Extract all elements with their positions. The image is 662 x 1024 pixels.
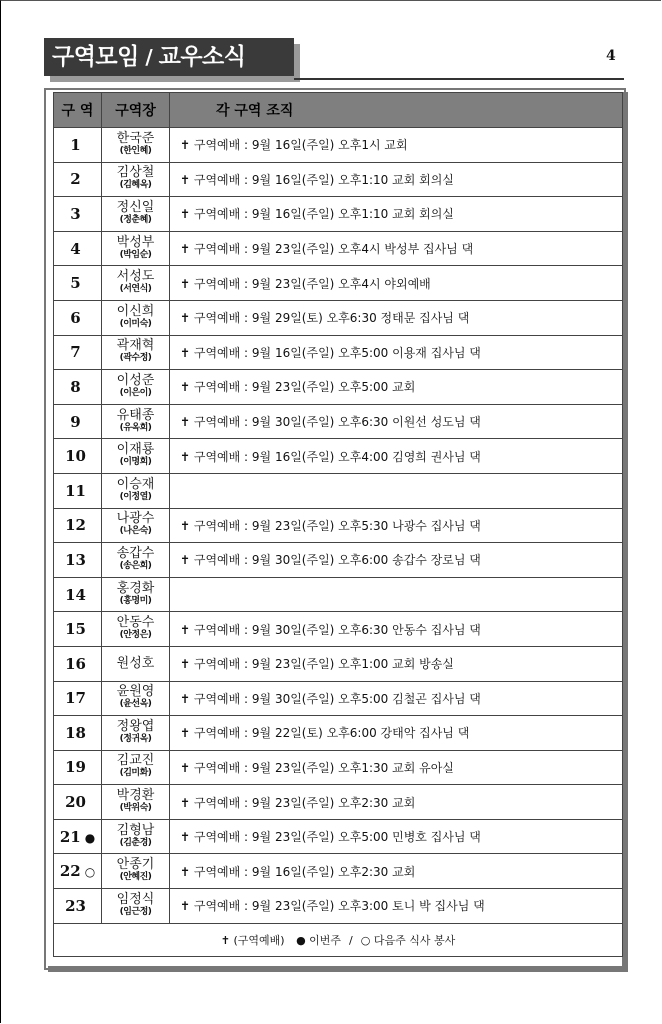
legend-cross: ✝ (구역예배) [220,933,285,947]
district-organization: ✝ 구역예배 : 9월 30일(주일) 오후5:00 김철곤 집사님 댁 [170,681,623,716]
leader-spouse: (윤선옥) [119,699,152,710]
district-leader [102,231,170,266]
leader-name: 이승재 [116,476,155,492]
district-leader [102,439,170,474]
table-row [54,404,623,439]
district-organization: ✝ 구역예배 : 9월 23일(주일) 오후4시 박성부 집사님 댁 [170,231,623,266]
table-row [54,370,623,405]
district-number [54,162,102,197]
leader-spouse: (김혜옥) [119,180,152,191]
district-leader [102,335,170,370]
district-leader [102,508,170,543]
leader-spouse: (이미숙) [119,318,152,329]
district-organization: ✝ 구역예배 : 9월 23일(주일) 오후5:00 민병호 집사님 댁 [170,819,623,854]
leader-name: 홍경화 [116,580,155,596]
leader-name: 이재룡 [116,442,155,458]
district-number-value: 18 [65,723,86,742]
district-leader [102,543,170,578]
district-number-value: 3 [70,204,81,223]
table-row [54,577,623,612]
leader-spouse: (한인혜) [119,145,152,156]
district-number-value: 21 [59,827,81,846]
district-number [54,404,102,439]
district-number [54,750,102,785]
district-number [54,508,102,543]
service-mark: ○ [84,865,96,880]
district-number [54,266,102,301]
district-number [54,819,102,854]
district-leader [102,819,170,854]
leader-spouse: (임근정) [119,906,152,917]
leader-spouse: (이정열) [119,491,152,502]
leader-spouse: (곽수정) [119,353,152,364]
leader-name: 이성준 [116,372,155,388]
table-row [54,750,623,785]
table-row [54,162,623,197]
leader-spouse: (유옥희) [119,422,152,433]
page-title [44,38,294,76]
district-number-value: 7 [70,343,81,362]
district-organization: ✝ 구역예배 : 9월 30일(주일) 오후6:00 송갑수 장로님 댁 [170,543,623,578]
district-number [54,716,102,751]
leader-name: 박경환 [116,788,155,804]
district-number-value: 14 [65,585,86,604]
district-organization: ✝ 구역예배 : 9월 16일(주일) 오후1:10 교회 회의실 [170,162,623,197]
service-mark: ● [84,830,96,845]
district-number-value: 10 [65,447,86,466]
table-row [54,128,623,163]
district-leader [102,300,170,335]
district-organization [170,473,623,508]
district-organization: ✝ 구역예배 : 9월 30일(주일) 오후6:30 안동수 집사님 댁 [170,612,623,647]
leader-spouse: (안정은) [119,630,152,641]
table-row [54,231,623,266]
district-leader [102,612,170,647]
district-number-value: 15 [65,620,86,639]
table-row [54,335,623,370]
leader-name: 윤원영 [116,684,155,700]
district-number-value: 9 [70,412,81,431]
leader-name: 김상철 [116,165,155,181]
district-leader [102,473,170,508]
district-number-value: 4 [70,239,81,258]
legend-next-week: ○ 다음주 식사 봉사 [360,933,456,947]
district-number-value: 1 [70,135,81,154]
leader-spouse: (송은희) [119,560,152,571]
leader-name: 임정식 [116,891,155,907]
leader-spouse: (박위숙) [119,803,152,814]
table-header-row [54,93,623,128]
district-number [54,577,102,612]
district-number [54,300,102,335]
district-leader [102,854,170,889]
district-organization: ✝ 구역예배 : 9월 16일(주일) 오후5:00 이용재 집사님 댁 [170,335,623,370]
district-leader [102,577,170,612]
table-row [54,716,623,751]
district-organization: ✝ 구역예배 : 9월 22일(토) 오후6:00 강태악 집사님 댁 [170,716,623,751]
page-number: 4 [606,48,616,64]
district-leader [102,266,170,301]
leader-name: 김교진 [116,753,155,769]
leader-spouse: (서연식) [119,284,152,295]
district-number-value: 12 [65,516,86,535]
leader-name: 정왕엽 [116,718,155,734]
district-organization: ✝ 구역예배 : 9월 23일(주일) 오후3:00 토니 박 집사님 댁 [170,889,623,924]
leader-spouse: (홍명미) [119,595,152,606]
leader-name: 곽재혁 [116,338,155,354]
table-row [54,266,623,301]
district-number-value: 20 [65,793,86,812]
district-number [54,231,102,266]
district-number [54,785,102,820]
district-leader [102,162,170,197]
leader-name: 안동수 [116,615,155,631]
district-number-value: 11 [65,481,86,500]
table-row [54,508,623,543]
district-number [54,646,102,681]
district-leader [102,785,170,820]
leader-name: 나광수 [116,511,155,527]
district-number [54,889,102,924]
legend-row [54,923,623,956]
table-row [54,681,623,716]
leader-name: 송갑수 [116,545,155,561]
district-organization: ✝ 구역예배 : 9월 23일(주일) 오후4시 야외예배 [170,266,623,301]
district-number [54,335,102,370]
district-number-value: 17 [65,689,86,708]
district-organization: ✝ 구역예배 : 9월 30일(주일) 오후6:30 이원선 성도님 댁 [170,404,623,439]
district-number-value: 13 [65,550,86,569]
table-row [54,612,623,647]
leader-spouse: (김춘경) [119,837,152,848]
district-number-value: 5 [70,274,81,293]
district-organization [170,577,623,612]
district-organization: ✝ 구역예배 : 9월 23일(주일) 오후5:30 나광수 집사님 댁 [170,508,623,543]
table-row [54,197,623,232]
district-number-value: 2 [70,170,81,189]
legend-this-week: ● 이번주 [296,933,342,947]
leader-spouse: (이은이) [119,387,152,398]
leader-name: 김형남 [116,822,155,838]
district-number [54,370,102,405]
district-leader [102,750,170,785]
header-district-no: 구 역 [54,93,102,128]
district-leader [102,370,170,405]
leader-name: 박성부 [116,234,155,250]
leader-spouse: (안혜진) [119,872,152,883]
leader-spouse: (김미화) [119,768,152,779]
table-row [54,854,623,889]
district-organization: ✝ 구역예배 : 9월 16일(주일) 오후1:10 교회 회의실 [170,197,623,232]
district-number-value: 6 [70,308,81,327]
table-row [54,300,623,335]
title-rule [294,78,624,80]
district-organization: ✝ 구역예배 : 9월 16일(주일) 오후4:00 김영희 권사님 댁 [170,439,623,474]
district-number-value: 16 [65,654,86,673]
district-organization: ✝ 구역예배 : 9월 23일(주일) 오후2:30 교회 [170,785,623,820]
district-organization: ✝ 구역예배 : 9월 23일(주일) 오후1:00 교회 방송실 [170,646,623,681]
table-row [54,889,623,924]
table-row [54,543,623,578]
district-number [54,128,102,163]
district-number-value: 19 [65,758,86,777]
leader-name: 한국준 [116,130,155,146]
district-organization: ✝ 구역예배 : 9월 29일(토) 오후6:30 정태문 집사님 댁 [170,300,623,335]
district-leader [102,646,170,681]
district-leader [102,716,170,751]
leader-name: 안종기 [116,857,155,873]
leader-spouse: (정춘혜) [119,214,152,225]
legend [54,923,623,956]
district-leader [102,404,170,439]
district-table [53,92,623,957]
legend-divider: / [349,933,353,947]
title-part1: 구역모임 [52,44,139,70]
district-leader [102,128,170,163]
district-number [54,197,102,232]
district-organization: ✝ 구역예배 : 9월 16일(주일) 오후2:30 교회 [170,854,623,889]
district-number-value: 22 [59,862,81,881]
district-organization: ✝ 구역예배 : 9월 23일(주일) 오후5:00 교회 [170,370,623,405]
district-number-value: 8 [70,377,81,396]
table-row [54,785,623,820]
district-organization: ✝ 구역예배 : 9월 16일(주일) 오후1시 교회 [170,128,623,163]
district-number [54,854,102,889]
table-row [54,473,623,508]
district-number [54,473,102,508]
district-leader [102,889,170,924]
header-leader: 구역장 [102,93,170,128]
district-leader [102,681,170,716]
table-row [54,439,623,474]
district-number [54,612,102,647]
district-number [54,543,102,578]
leader-name: 원성호 [116,656,155,672]
leader-spouse: (정귀옥) [119,733,152,744]
header-organization: 각 구역 조직 [170,93,623,128]
district-leader [102,197,170,232]
leader-name: 정신일 [116,199,155,215]
table-row [54,819,623,854]
leader-name: 유태종 [116,407,155,423]
district-number [54,439,102,474]
leader-name: 서성도 [116,269,155,285]
title-part2: 교우소식 [158,44,246,70]
district-number-value: 23 [65,896,86,915]
district-number [54,681,102,716]
leader-spouse: (나은숙) [119,526,152,537]
leader-name: 이신희 [116,303,155,319]
leader-spouse: (박임순) [119,249,152,260]
table-row [54,646,623,681]
leader-spouse: (이명희) [119,457,152,468]
district-organization: ✝ 구역예배 : 9월 23일(주일) 오후1:30 교회 유아실 [170,750,623,785]
title-separator: / [138,45,159,69]
